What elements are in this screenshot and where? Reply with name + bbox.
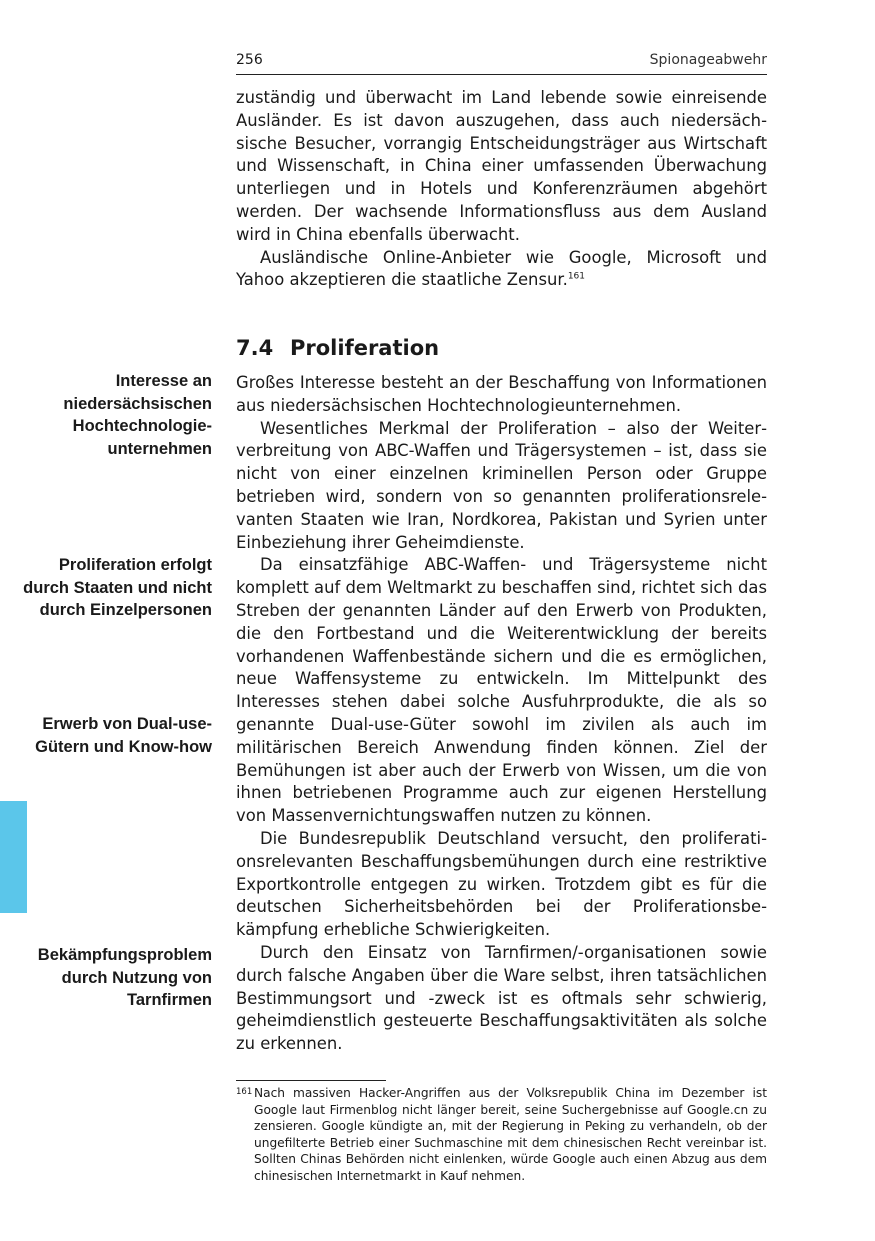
page-number: 256 [236, 52, 263, 68]
margin-note-front-companies: Bekämpfungsproblem durch Nutzung von Tarnfirmen [37, 946, 212, 1009]
intro-paragraph-2-text: Ausländische Online-Anbieter wie Google, Microsoft und Yahoo akzeptieren die staatliche Zensur. [236, 247, 767, 290]
footnote-ref[interactable]: 161 [567, 271, 585, 282]
margin-note-states: Proliferation erfolgt durch Staaten und nicht durch Einzelpersonen [23, 556, 212, 619]
section-paragraph-1: Großes Interesse besteht an der Beschaffung von Informationen aus niedersächsischen Hochtechnologieunternehmen. [236, 373, 767, 415]
footnote [236, 1085, 767, 1185]
section-title: Proliferation [290, 336, 440, 360]
section-paragraph-3: Da einsatzfähige ABC-Waffen- und Trägersysteme nicht komplett auf dem Weltmarkt zu beschaffen sind, richtet sich das Streben der genannten Länder auf den Erwerb von Produkten, die den Fortbestand und die Weiterentwicklung der bereits vorhandenen Waffenbestände sichern und die es ermöglichen, neue Waffensysteme zu entwickeln. Im Mittelpunkt des Interesses stehen dabei solche Ausfuhrprodukte, die als so genannte Dual-use-Güter sowohl im zivilen als auch im militärischen Bereich Anwendung finden können. Ziel der Bemühungen ist aber auch der Erwerb von Wissen, um die von ihnen betriebenen Programme auch zur eigenen Herstellung von Massenvernichtungswaffen nutzen zu können. [236, 555, 767, 826]
section-body [236, 372, 767, 1056]
running-header [236, 50, 767, 75]
intro-paragraph-2 [236, 247, 767, 293]
intro-text [236, 87, 767, 292]
footnote-separator [236, 1080, 386, 1081]
section-paragraph-5: Durch den Einsatz von Tarnfirmen/-organisationen sowie durch falsche Angaben über die Ware selbst, ihren tatsächlichen Bestimmungsort und -zweck ist es oftmals sehr schwierig, geheimdienstlich gesteuerte Beschaffungsaktivitäten als solche zu erkennen. [236, 942, 767, 1054]
footnote-number: 161 [236, 1087, 253, 1097]
chapter-thumb-tab [0, 801, 27, 913]
intro-paragraph-1: zuständig und überwacht im Land lebende sowie einreisende Ausländer. Es ist davon auszugehen, dass auch niedersächsische Besucher, vorrangig Entscheidungsträger aus Wirtschaft und Wissenschaft, in China einer umfassenden Überwachung unterliegen und in Hotels und Konferenzräumen abgehört werden. Der wachsende Informationsfluss aus dem Ausland wird in China ebenfalls überwacht. [236, 88, 767, 244]
section-paragraph-4: Die Bundesrepublik Deutschland versucht, den proliferationsrelevanten Beschaffungsbemühungen durch eine restriktive Exportkontrolle entgegen zu wirken. Trotzdem gibt es für die deutschen Sicherheitsbehörden bei der Proliferationsbekämpfung erhebliche Schwierigkeiten. [236, 828, 767, 940]
section-number: 7.4 [236, 336, 274, 360]
running-title: Spionageabwehr [649, 52, 767, 68]
margin-note-interest: Interesse an niedersächsischen Hochtechnologieunternehmen [63, 372, 212, 458]
section-heading [236, 333, 439, 363]
section-paragraph-2: Wesentliches Merkmal der Proliferation – also der Weiterverbreitung von ABC-Waffen und Trägersystemen – ist, dass sie nicht von einer einzelnen kriminellen Person oder Gruppe betrieben wird, sondern von so genannten proliferationsrelevanten Staaten wie Iran, Nordkorea, Pakistan und Syrien unter Einbeziehung ihrer Geheimdienste. [236, 418, 767, 552]
margin-note-dual-use: Erwerb von Dual-use-Gütern und Know-how [35, 715, 212, 756]
footnote-text: Nach massiven Hacker-Angriffen aus der Volksrepublik China im Dezember ist Google laut Firmenblog nicht länger bereit, seine Suchergebnisse auf Google.cn zu zensieren. Google kündigte an, mit der Regierung in Peking zu verhandeln, ob der ungefilterte Betrieb einer Suchmaschine mit dem chinesischen Recht vereinbar ist. Sollten Chinas Behörden nicht einlenken, würde Google auch einen Abzug aus dem chinesischen Internetmarkt in Kauf nehmen. [254, 1086, 767, 1183]
